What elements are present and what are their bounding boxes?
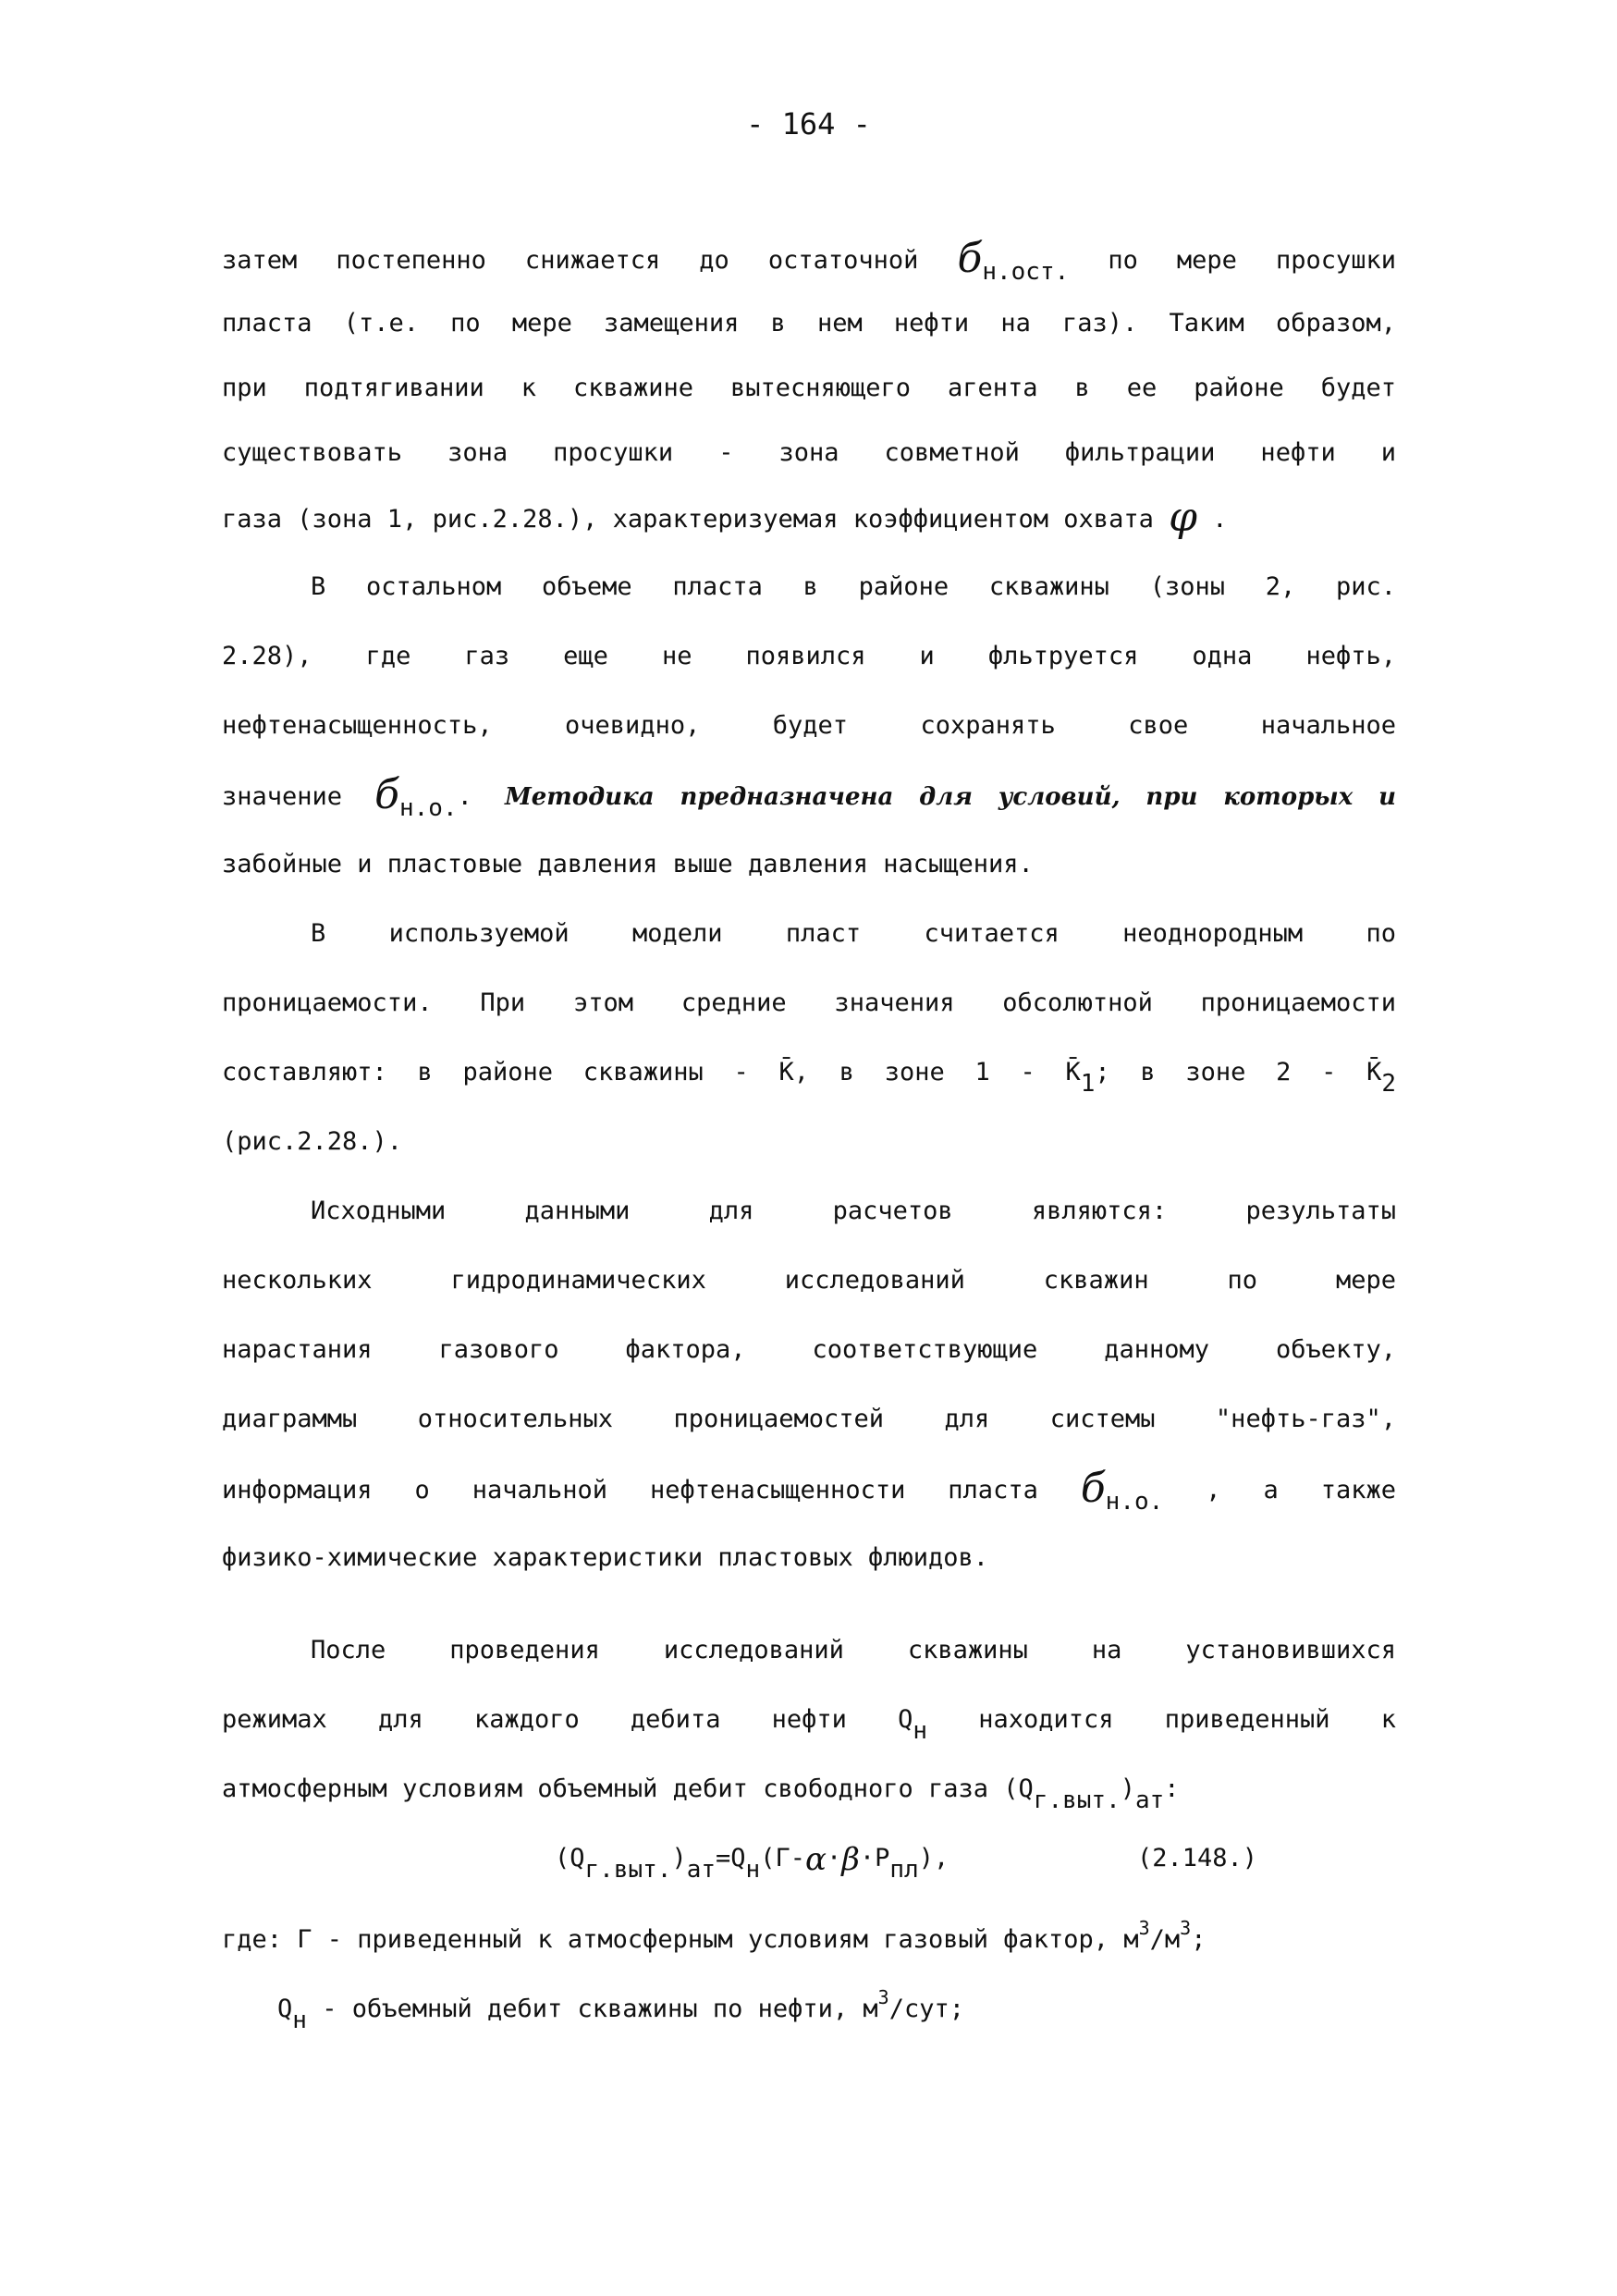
para4-line4: диаграммы относительных проницаемостей для системы "нефть-газ",: [222, 1405, 1396, 1433]
text-fragment: где: Г - приведенный к атмосферным условиям газовый фактор, м: [222, 1925, 1139, 1954]
para5-line2: [222, 1701, 1396, 1750]
para2-line2: 2.28), где газ еще не появился и фльтруется одна нефть,: [222, 642, 1396, 670]
para1-line5: [222, 494, 1396, 541]
symbol-glyph: б: [1080, 1465, 1106, 1512]
para1-line2: пласта (т.е. по мере замещения в нем нефти на газ). Таким образом,: [222, 309, 1396, 338]
subscript: ат: [1134, 1786, 1165, 1814]
symbol-glyph: K̄: [1065, 1058, 1081, 1087]
formula-part: ): [671, 1844, 687, 1872]
text-fragment: ): [1120, 1774, 1135, 1803]
para3-line3: [222, 1054, 1396, 1102]
para4-line3: нарастания газового фактора, соответствующие данному объекту,: [222, 1335, 1396, 1364]
formula-part: (Г-: [760, 1844, 805, 1872]
text-fragment: /м: [1149, 1925, 1181, 1954]
superscript: 3: [1138, 1917, 1150, 1939]
text-fragment: , а также: [1206, 1476, 1396, 1504]
para5-line3: [222, 1771, 1396, 1819]
formula-part: ·P: [859, 1844, 890, 1872]
para4-line5: [222, 1465, 1396, 1520]
k2-symbol: [1366, 1058, 1396, 1098]
para3-line2: проницаемости. При этом средние значения обсолютной проницаемости: [222, 988, 1396, 1017]
k-bar-symbol: K̄: [778, 1058, 794, 1087]
formula-subscript: н: [745, 1856, 761, 1884]
symbol-glyph: Q: [898, 1705, 913, 1734]
symbol-glyph: K̄: [1366, 1058, 1382, 1087]
formula-subscript: г.выт.: [584, 1856, 672, 1884]
text-fragment: ;: [1191, 1925, 1207, 1954]
sigma-symbol: [1080, 1465, 1164, 1516]
page-number: - 164 -: [746, 106, 871, 141]
text-fragment: :: [1164, 1774, 1180, 1803]
text-fragment: атмосферным условиям объемный дебит свободного газа (Q: [222, 1774, 1034, 1803]
text-fragment: газа (зона 1, рис.2.28.), характеризуемая коэффициентом охвата: [222, 505, 1154, 534]
superscript: 3: [877, 1986, 889, 2008]
subscript: г.выт.: [1033, 1786, 1121, 1814]
formula-part: ),: [918, 1844, 949, 1872]
symbol-subscript: 1: [1080, 1070, 1096, 1098]
text-fragment: режимах для каждого дебита нефти: [222, 1705, 847, 1734]
para2-line1: В остальном объеме пласта в районе скважины (зоны 2, рис.: [311, 572, 1396, 601]
sigma-symbol: [374, 771, 472, 822]
text-fragment: .: [457, 782, 472, 811]
formula-subscript: пл: [889, 1856, 919, 1884]
k1-symbol: [1065, 1058, 1096, 1098]
italic-note: Методика предназначена для условий, при которых и: [504, 783, 1396, 811]
para5-line1: После проведения исследований скважины на установившихся: [311, 1636, 1396, 1664]
definition-line-1: [222, 1909, 1396, 1958]
para4-line6: физико-химические характеристики пластовых флюидов.: [222, 1543, 989, 1572]
para4-line2: нескольких гидродинамических исследований скважин по мере: [222, 1266, 1396, 1295]
text-fragment: ; в зоне 2 -: [1095, 1058, 1337, 1087]
para2-line5: забойные и пластовые давления выше давления насыщения.: [222, 850, 1034, 878]
text-fragment: информация о начальной нефтенасыщенности пласта: [222, 1476, 1038, 1504]
text-fragment: .: [1212, 505, 1228, 534]
symbol-subscript: н: [292, 2007, 307, 2034]
para3-line4: (рис.2.28.).: [222, 1127, 403, 1156]
text-fragment: составляют: в районе скважины -: [222, 1058, 749, 1087]
symbol-subscript: н: [913, 1717, 928, 1745]
text-fragment: , в зоне 1 -: [793, 1058, 1035, 1087]
para2-line4: [222, 771, 1396, 827]
para3-line1: В используемой модели пласт считается неоднородным по: [311, 919, 1396, 948]
text-fragment: /сут;: [888, 1995, 964, 2023]
text-fragment: находится приведенный к: [978, 1705, 1396, 1734]
symbol-subscript: н.ост.: [982, 258, 1070, 286]
formula-number: (2.148.): [1137, 1844, 1258, 1872]
symbol-subscript: 2: [1381, 1070, 1396, 1098]
para1-line1: [222, 235, 1396, 290]
q-symbol: [277, 1995, 307, 2034]
formula-2-148: [555, 1840, 949, 1888]
beta-symbol: β: [841, 1841, 860, 1878]
definition-line-2: [277, 1979, 1294, 2039]
symbol-subscript: н.о.: [399, 794, 458, 822]
symbol-glyph: б: [374, 771, 399, 818]
symbol-glyph: б: [957, 235, 983, 282]
symbol-subscript: н.о.: [1105, 1488, 1164, 1516]
text-fragment: значение: [222, 782, 343, 811]
para2-line3: нефтенасыщенность, очевидно, будет сохранять свое начальное: [222, 711, 1396, 740]
alpha-symbol: α: [804, 1841, 827, 1878]
formula-part: =Q: [716, 1844, 746, 1872]
para1-line3: при подтягивании к скважине вытесняющего агента в ее районе будет: [222, 374, 1396, 402]
text-fragment: - объемный дебит скважины по нефти, м: [322, 1995, 878, 2023]
symbol-glyph: Q: [277, 1995, 293, 2023]
para1-line4: существовать зона просушки - зона совметной фильтрации нефти и: [222, 438, 1396, 467]
formula-part: ·: [826, 1844, 842, 1872]
superscript: 3: [1180, 1917, 1192, 1939]
para4-line1: Исходными данными для расчетов являются: результаты: [311, 1197, 1396, 1225]
text-fragment: затем постепенно снижается до остаточной: [222, 246, 919, 275]
phi-symbol: φ: [1169, 494, 1197, 541]
text-fragment: по мере просушки: [1108, 246, 1396, 275]
formula-subscript: ат: [686, 1856, 717, 1884]
formula-part: (Q: [555, 1844, 585, 1872]
q-symbol: [898, 1705, 928, 1745]
sigma-symbol: [957, 235, 1070, 286]
